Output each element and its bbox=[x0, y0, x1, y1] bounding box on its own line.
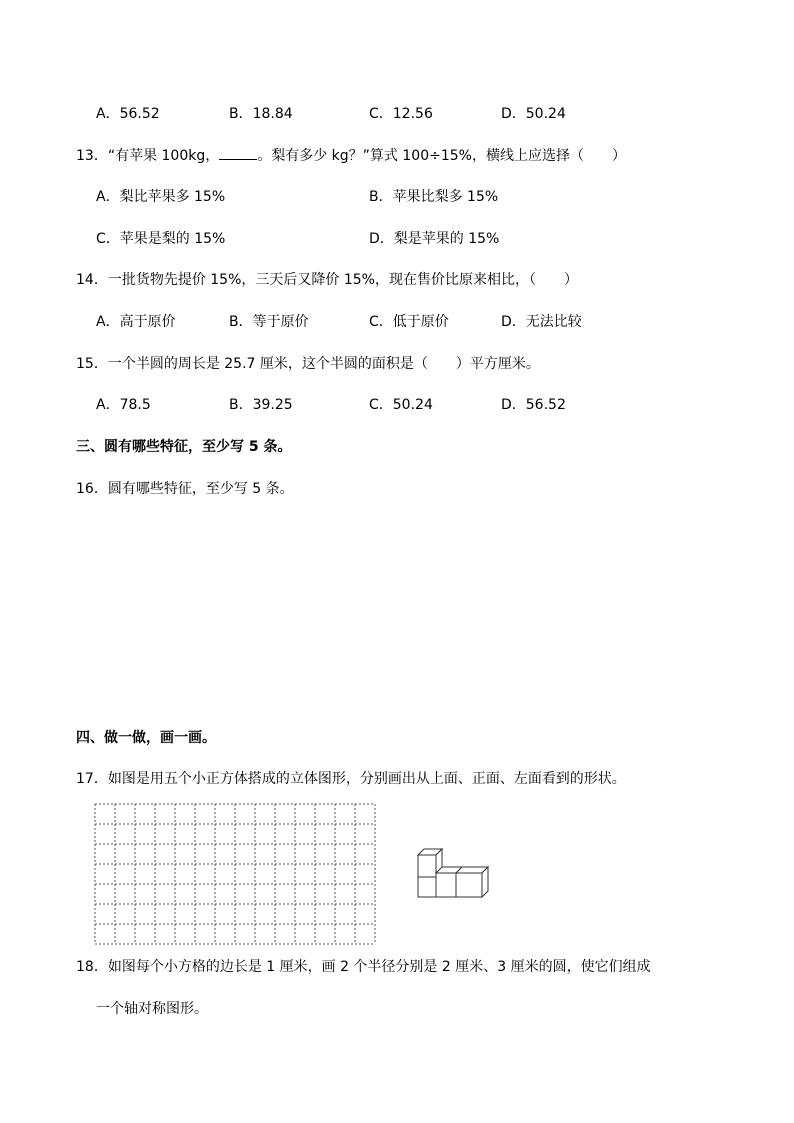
q15-option-a: A．78.5 bbox=[96, 397, 151, 413]
q15-option-c: C．50.24 bbox=[369, 397, 433, 413]
q12-option-b: B．18.84 bbox=[229, 106, 293, 122]
cube-stack-figure bbox=[414, 840, 494, 900]
q12-option-d: D．50.24 bbox=[501, 106, 566, 122]
q14-option-a: A．高于原价 bbox=[96, 314, 176, 330]
q12-option-a: A．56.52 bbox=[96, 106, 160, 122]
q12-option-c: C．12.56 bbox=[369, 106, 433, 122]
q15-option-b: B．39.25 bbox=[229, 397, 293, 413]
q13-option-d: D．梨是苹果的 15% bbox=[369, 231, 500, 247]
q14-option-d: D．无法比较 bbox=[501, 314, 582, 330]
dotted-grid-figure bbox=[94, 803, 376, 945]
q14-question: 14．一批货物先提价 15%，三天后又降价 15%，现在售价比原来相比，（ ） bbox=[76, 272, 578, 288]
q18-question-line1: 18．如图每个小方格的边长是 1 厘米，画 2 个半径分别是 2 厘米、3 厘米的圆，使它们组成 bbox=[76, 959, 651, 975]
q13-suffix: 。梨有多少 kg？”算式 100÷15%，横线上应选择（ ） bbox=[257, 148, 626, 164]
section-4-title: 四、做一做，画一画。 bbox=[76, 730, 216, 746]
q14-option-b: B．等于原价 bbox=[229, 314, 309, 330]
q16-question: 16．圆有哪些特征，至少写 5 条。 bbox=[76, 481, 294, 497]
q13-blank bbox=[219, 146, 257, 160]
q13-option-b: B．苹果比梨多 15% bbox=[369, 189, 499, 205]
q17-question: 17．如图是用五个小正方体搭成的立体图形，分别画出从上面、正面、左面看到的形状。 bbox=[76, 771, 626, 787]
q15-option-d: D．56.52 bbox=[501, 397, 566, 413]
q13-option-c: C．苹果是梨的 15% bbox=[96, 231, 226, 247]
section-3-title: 三、圆有哪些特征，至少写 5 条。 bbox=[76, 439, 292, 455]
q15-question: 15．一个半圆的周长是 25.7 厘米，这个半圆的面积是（ ）平方厘米。 bbox=[76, 356, 540, 372]
q13-option-a: A．梨比苹果多 15% bbox=[96, 189, 226, 205]
q13-question bbox=[76, 146, 626, 165]
q14-option-c: C．低于原价 bbox=[369, 314, 449, 330]
q13-prefix: 13．“有苹果 100kg， bbox=[76, 148, 220, 164]
q18-question-line2: 一个轴对称图形。 bbox=[96, 1001, 208, 1017]
